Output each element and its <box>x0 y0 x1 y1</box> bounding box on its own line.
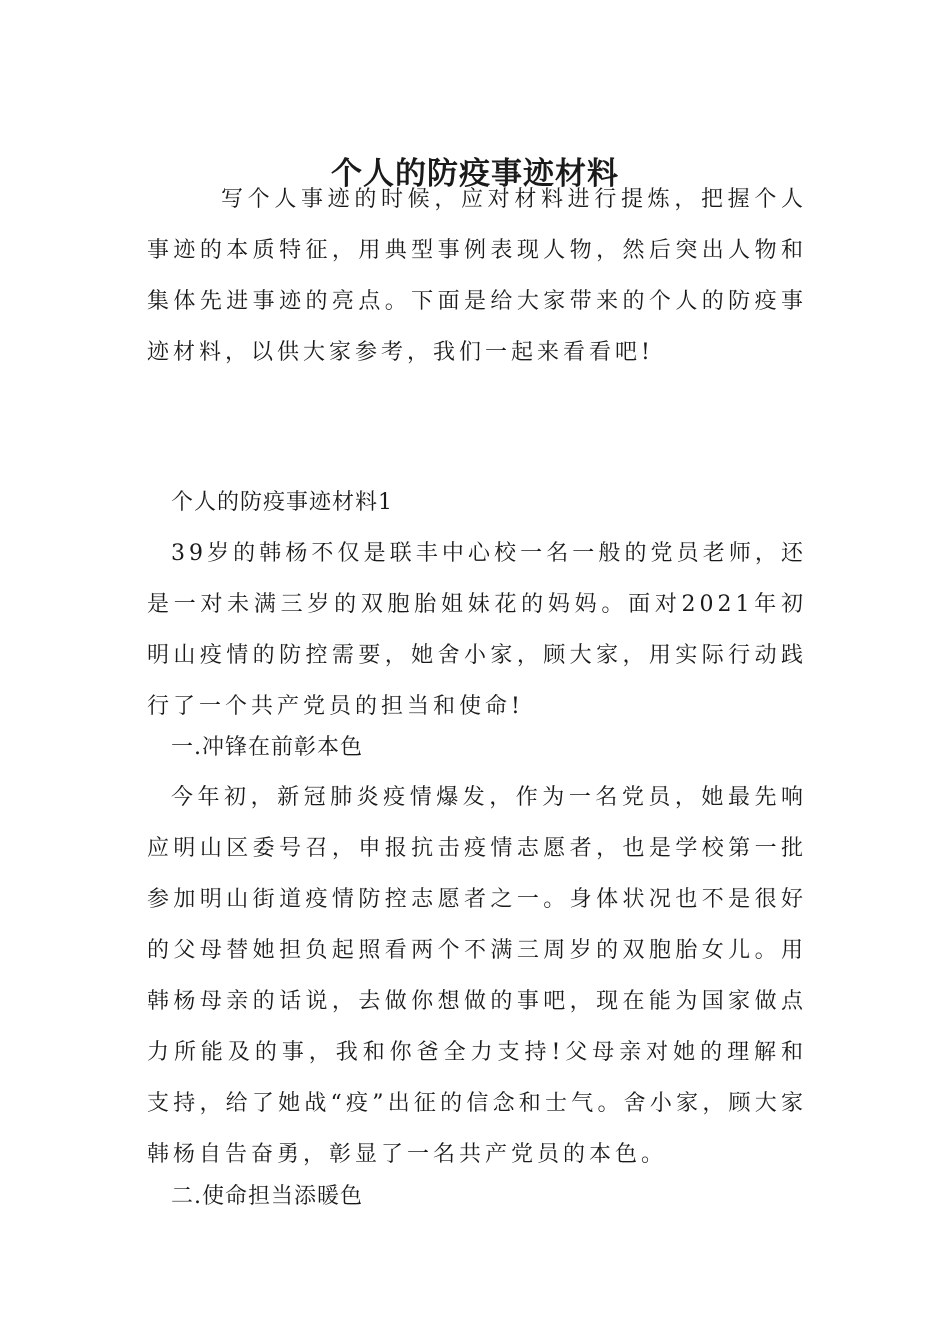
section-title: 个人的防疫事迹材料1 <box>171 490 393 515</box>
body-paragraph-2: 今年初，新冠肺炎疫情爆发，作为一名党员，她最先响应明山区委号召，申报抗击疫情志愿者，也是学校第一批参加明山街道疫情防控志愿者之一。身体状况也不是很好的父母替她担负起照看两个不满三周岁的双胞胎女儿。用韩杨母亲的话说，去做你想做的事吧，现在能为国家做点力所能及的事，我和你爸全力支持!父母亲对她的理解和支持，给了她战“疫”出征的信念和士气。舍小家，顾大家韩杨自告奋勇，彰显了一名共产党员的本色。 <box>147 785 807 1167</box>
intro-paragraph: 写个人事迹的时候，应对材料进行提炼，把握个人事迹的本质特征，用典型事例表现人物，然后突出人物和集体先进事迹的亮点。下面是给大家带来的个人的防疫事迹材料，以供大家参考，我们一起来看看吧! <box>147 187 807 365</box>
body-paragraph-1: 39岁的韩杨不仅是联丰中心校一名一般的党员老师，还是一对未满三岁的双胞胎姐妹花的妈妈。面对2021年初明山疫情的防控需要，她舍小家，顾大家，用实际行动践行了一个共产党员的担当和使命! <box>147 541 807 719</box>
subheading-1: 一.冲锋在前彰本色 <box>171 735 363 760</box>
document-title: 个人的防疫事迹材料 <box>331 155 619 192</box>
subheading-2: 二.使命担当添暖色 <box>171 1184 363 1209</box>
